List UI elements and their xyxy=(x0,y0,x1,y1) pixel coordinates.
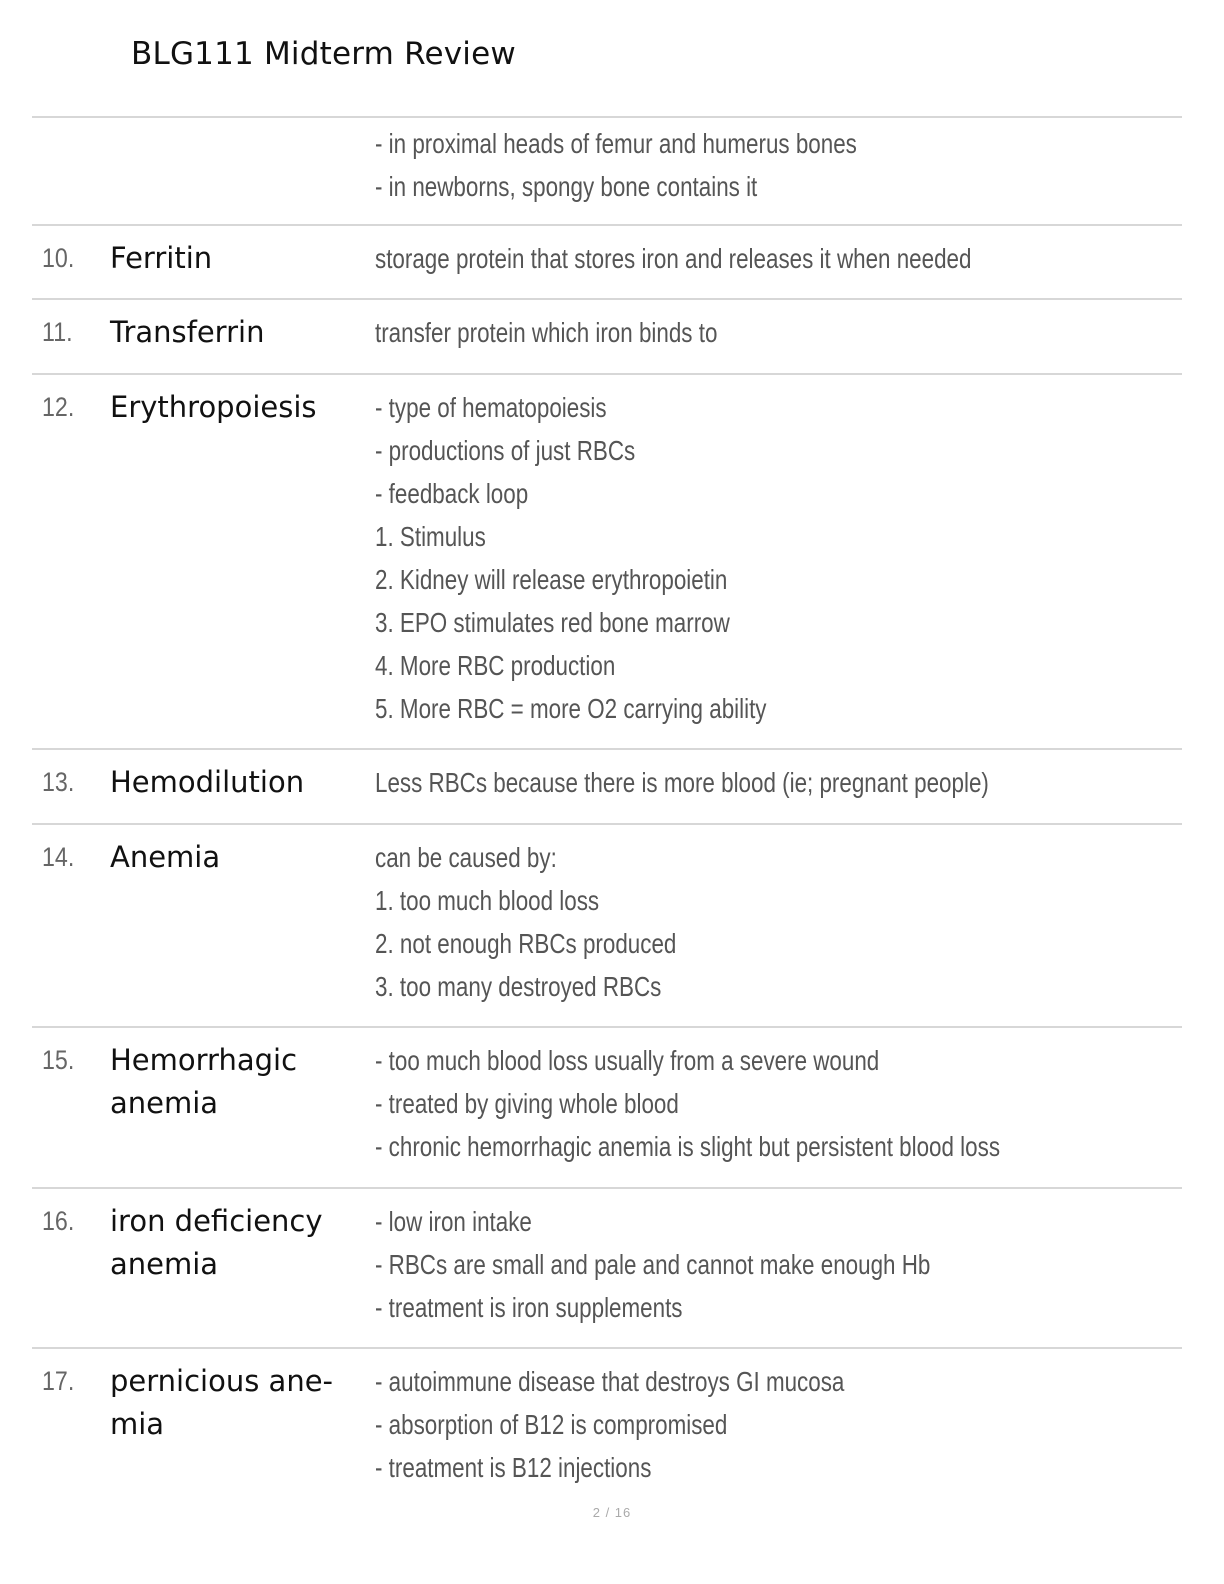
table-row xyxy=(32,224,1182,298)
term-definition xyxy=(375,311,1175,354)
definition-line: 4. More RBC production xyxy=(375,650,616,681)
definition-line: 2. not enough RBCs produced xyxy=(375,928,677,959)
definition-line: - productions of just RBCs xyxy=(375,435,636,466)
term-name: Hemorrhagic anemia xyxy=(110,1043,298,1120)
definition-line: 1. Stimulus xyxy=(375,521,486,552)
term-name: Ferritin xyxy=(110,241,213,275)
definition-line: 1. too much blood loss xyxy=(375,885,600,916)
definition-line: - too much blood loss usually from a severe wound xyxy=(375,1045,880,1076)
table-row xyxy=(32,298,1182,373)
term-definition xyxy=(375,761,1175,804)
table-row xyxy=(32,373,1182,748)
term-definition xyxy=(375,386,1175,730)
document-title: BLG111 Midterm Review xyxy=(131,36,516,72)
definition-line: Less RBCs because there is more blood (ie; pregnant people) xyxy=(375,767,989,798)
definition-line: 2. Kidney will release erythropoietin xyxy=(375,564,728,595)
term-definition xyxy=(375,1200,1175,1329)
term-definition xyxy=(375,1360,1175,1489)
definition-line: - chronic hemorrhagic anemia is slight but persistent blood loss xyxy=(375,1131,1001,1162)
definition-line: - autoimmune disease that destroys GI mucosa xyxy=(375,1366,845,1397)
definition-line: - absorption of B12 is compromised xyxy=(375,1409,728,1440)
term-definition xyxy=(375,237,1175,280)
definition-line: - in newborns, spongy bone contains it xyxy=(375,171,758,202)
term-number: 12. xyxy=(42,392,75,422)
term-definition xyxy=(375,836,1175,1008)
term-name: Erythropoiesis xyxy=(110,390,317,424)
definition-line: 3. too many destroyed RBCs xyxy=(375,971,662,1002)
term-number: 13. xyxy=(42,767,75,797)
term-number: 16. xyxy=(42,1206,75,1236)
term-name: pernicious ane-mia xyxy=(110,1364,334,1441)
table-row xyxy=(32,116,1182,224)
term-definition xyxy=(375,122,1175,208)
definition-line: - treatment is iron supplements xyxy=(375,1292,683,1323)
term-number: 14. xyxy=(42,842,75,872)
definition-line: - in proximal heads of femur and humerus bones xyxy=(375,128,857,159)
definition-line: storage protein that stores iron and releases it when needed xyxy=(375,243,972,274)
table-row xyxy=(32,1187,1182,1347)
table-row xyxy=(32,748,1182,823)
term-table xyxy=(32,116,1182,1497)
table-row xyxy=(32,1347,1182,1497)
term-name: Transferrin xyxy=(110,315,265,349)
term-number: 11. xyxy=(42,317,73,347)
term-name: Anemia xyxy=(110,840,221,874)
term-number: 15. xyxy=(42,1045,75,1075)
term-number: 10. xyxy=(42,243,75,273)
term-name: iron deficiency anemia xyxy=(110,1204,323,1281)
definition-line: - RBCs are small and pale and cannot make enough Hb xyxy=(375,1249,931,1280)
term-number: 17. xyxy=(42,1366,75,1396)
definition-line: - treated by giving whole blood xyxy=(375,1088,679,1119)
table-row xyxy=(32,823,1182,1026)
definition-line: can be caused by: xyxy=(375,842,557,873)
table-row xyxy=(32,1026,1182,1187)
definition-line: - type of hematopoiesis xyxy=(375,392,607,423)
page-number: 2 / 16 xyxy=(592,1505,632,1520)
term-definition xyxy=(375,1039,1175,1168)
definition-line: 3. EPO stimulates red bone marrow xyxy=(375,607,730,638)
term-name: Hemodilution xyxy=(110,765,305,799)
definition-line: transfer protein which iron binds to xyxy=(375,317,718,348)
definition-line: - low iron intake xyxy=(375,1206,532,1237)
definition-line: - feedback loop xyxy=(375,478,529,509)
definition-line: - treatment is B12 injections xyxy=(375,1452,652,1483)
definition-line: 5. More RBC = more O2 carrying ability xyxy=(375,693,767,724)
